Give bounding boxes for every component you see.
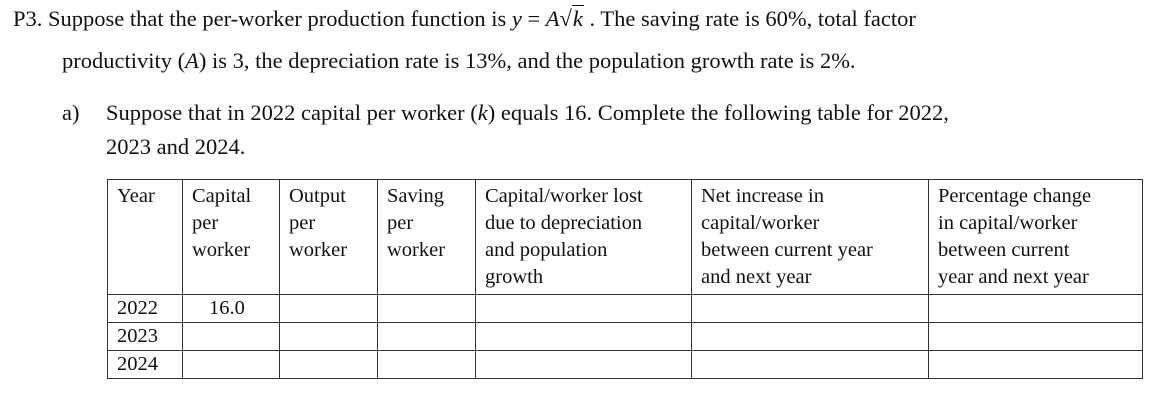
- cell-lost[interactable]: [476, 351, 692, 379]
- cell-output[interactable]: [280, 351, 378, 379]
- cell-output[interactable]: [280, 295, 378, 323]
- formula-equals: =: [521, 6, 546, 31]
- sqrt-radical: √: [559, 6, 572, 31]
- header-capital-lost: Capital/worker lost due to depreciation and population growth: [476, 180, 692, 295]
- problem-line-2: [62, 48, 856, 74]
- cell-net[interactable]: [692, 351, 929, 379]
- cell-pct[interactable]: [929, 323, 1143, 351]
- cell-saving[interactable]: [378, 295, 476, 323]
- header-net-increase: Net increase in capital/worker between current year and next year: [692, 180, 929, 295]
- part-a-text-1a: Suppose that in 2022 capital per worker (: [106, 100, 478, 125]
- table-row: [108, 323, 1143, 351]
- part-a-k: k: [477, 100, 488, 125]
- formula-y: y: [511, 6, 522, 31]
- problem-text-2b: ) is 3, the depreciation rate is 13%, and the population growth rate is 2%.: [198, 48, 856, 73]
- productivity-A: A: [185, 48, 199, 73]
- header-saving-per-worker: Saving per worker: [378, 180, 476, 295]
- table-row: [108, 295, 1143, 323]
- part-a-text-2: 2023 and 2024.: [106, 134, 246, 159]
- header-capital-per-worker: Capital per worker: [183, 180, 280, 295]
- header-year: Year: [108, 180, 183, 295]
- cell-saving[interactable]: [378, 323, 476, 351]
- problem-text-1b: . The saving rate is 60%, total factor: [583, 6, 916, 31]
- cell-pct[interactable]: [929, 295, 1143, 323]
- cell-capital[interactable]: [183, 351, 280, 379]
- header-output-per-worker: Output per worker: [280, 180, 378, 295]
- problem-line-1: [13, 6, 916, 32]
- formula-k: k: [572, 6, 583, 31]
- header-percentage-change: Percentage change in capital/worker between current year and next year: [929, 180, 1143, 295]
- cell-year: 2022: [108, 295, 183, 323]
- problem-text-2a: productivity (: [62, 48, 186, 73]
- table-header-row: [108, 180, 1143, 295]
- formula-sqrt: [560, 6, 584, 32]
- cell-capital[interactable]: [183, 323, 280, 351]
- part-a-line-2: [106, 134, 245, 160]
- cell-lost[interactable]: [476, 323, 692, 351]
- cell-lost[interactable]: [476, 295, 692, 323]
- cell-net[interactable]: [692, 323, 929, 351]
- cell-pct[interactable]: [929, 351, 1143, 379]
- cell-saving[interactable]: [378, 351, 476, 379]
- table-row: [108, 351, 1143, 379]
- cell-net[interactable]: [692, 295, 929, 323]
- problem-label: P3.: [13, 6, 43, 31]
- part-a-label: a): [62, 100, 80, 125]
- cell-capital[interactable]: 16.0: [183, 295, 280, 323]
- formula-A: A: [545, 6, 560, 31]
- answer-table: [107, 179, 1143, 379]
- part-a-line-1: [62, 100, 949, 126]
- part-a-text-1b: ) equals 16. Complete the following table for 2022,: [487, 100, 949, 125]
- cell-year: 2024: [108, 351, 183, 379]
- problem-text-1: Suppose that the per-worker production function is: [42, 6, 512, 31]
- cell-year: 2023: [108, 323, 183, 351]
- cell-output[interactable]: [280, 323, 378, 351]
